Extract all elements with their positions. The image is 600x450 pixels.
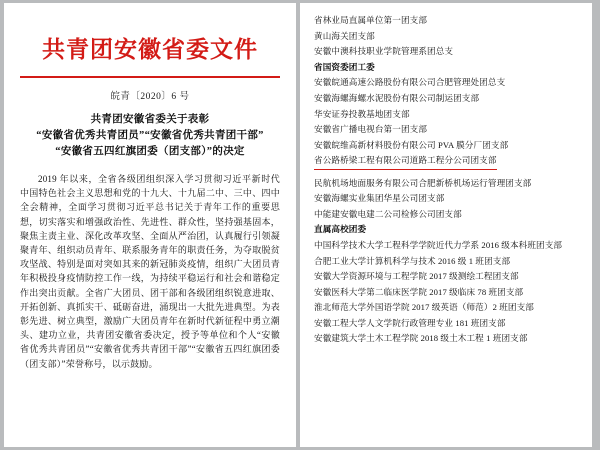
list-item: 安徽省广播电视台第一团支部	[314, 124, 428, 135]
list-item: 安徽医科大学第二临床医学院 2017 级临床 78 班团支部	[314, 286, 524, 297]
list-group-heading: 省国资委团工委	[314, 61, 375, 72]
document-masthead: 共青团安徽省委文件	[42, 37, 258, 62]
list-group-heading: 直属高校团委	[314, 224, 367, 235]
list-item: 省林业局直属单位第一团支部	[314, 15, 428, 25]
list-item: 安徽建筑大学土木工程学院 2018 级土木工程 1 班团支部	[314, 333, 528, 344]
list-item-highlighted: 省公路桥梁工程有限公司道路工程分公司团支部	[314, 153, 497, 170]
list-item: 安徽海螺海螺水泥股份有限公司制运团支部	[314, 92, 480, 103]
document-body	[20, 172, 280, 371]
document-page-left	[4, 3, 296, 447]
list-item: 民航机场地面服务有限公司合肥新桥机场运行管理团支部	[314, 177, 532, 188]
list-item: 安徽大学资源环境与工程学院 2017 级测绘工程团支部	[314, 271, 519, 282]
headline-line-3: “安徽省五四红旗团委（团支部）”的决定	[55, 146, 245, 157]
list-item: 安徽海螺实业集团华星公司团支部	[314, 193, 445, 204]
list-item: 安徽皖通高速公路股份有限公司合肥管理处团总支	[314, 77, 506, 88]
list-item: 安徽工程大学人文学院行政管理专业 181 班团支部	[314, 317, 506, 328]
list-item: 安徽皖维高新材料股份有限公司 PVA 膜分厂团支部	[314, 139, 509, 150]
headline-line-2: “安徽省优秀共青团员”“安徽省优秀共青团干部”	[36, 130, 264, 141]
document-page-right	[300, 3, 592, 447]
list-item: 中能建安徽电建二公司检修公司团支部	[314, 208, 462, 219]
list-item: 安徽中澳科技职业学院管理系团总支	[314, 46, 454, 57]
list-group	[314, 60, 582, 223]
list-group	[314, 13, 582, 60]
document-number: 皖青〔2020〕6 号	[110, 92, 190, 102]
award-list	[314, 13, 582, 347]
list-item: 华安证券投教基地团支部	[314, 108, 410, 119]
list-item: 淮北师范大学外国语学院 2017 级英语（师范）2 班团支部	[314, 302, 534, 313]
list-item-highlighted-row	[314, 153, 582, 175]
list-item: 黄山海关团支部	[314, 30, 375, 41]
list-group	[314, 222, 582, 347]
document-headline	[20, 112, 280, 160]
list-item: 中国科学技术大学工程科学学院近代力学系 2016 级本科班团支部	[314, 239, 563, 250]
body-paragraph: 2019 年以来，全省各级团组织深入学习贯彻习近平新时代中国特色社会主义思想和党的十九大、十九届二中、三中、四中全会精神，全面学习贯彻习近平总书记关于青年工作的重要思想，切实落实和增强政治性、先进性、群众性，坚持强基固本，聚焦主责主业、深化改革攻坚、全面从严治团，认真履行引领凝聚青年、组织动员青年、联系服务青年的职责任务，为夺取脱贫攻坚战、特别是面对突如其来的新冠肺炎疫情，组织广大团员青年积极投身疫情防控工作一线，为持续平稳运行和社会和谐稳定作出突出贡献。全省广大团员、团干部和各级团组织锐意进取、开拓创新、真抓实干、砥砺奋进，涌现出一大批先进典型。为表彰先进、树立典型，激励广大团员青年在新时代新征程中勇立潮头、建功立业，共青团安徽省委决定，授予等单位和个人“安徽省优秀共青团员”“安徽省优秀共青团干部”“安徽省五四红旗团委（团支部）”荣誉称号，以示鼓励。	[20, 174, 280, 369]
headline-line-1: 共青团安徽省委关于表彰	[90, 114, 210, 125]
list-item: 合肥工业大学计算机科学与技术 2016 级 1 班团支部	[314, 255, 511, 266]
masthead-divider	[20, 76, 280, 78]
